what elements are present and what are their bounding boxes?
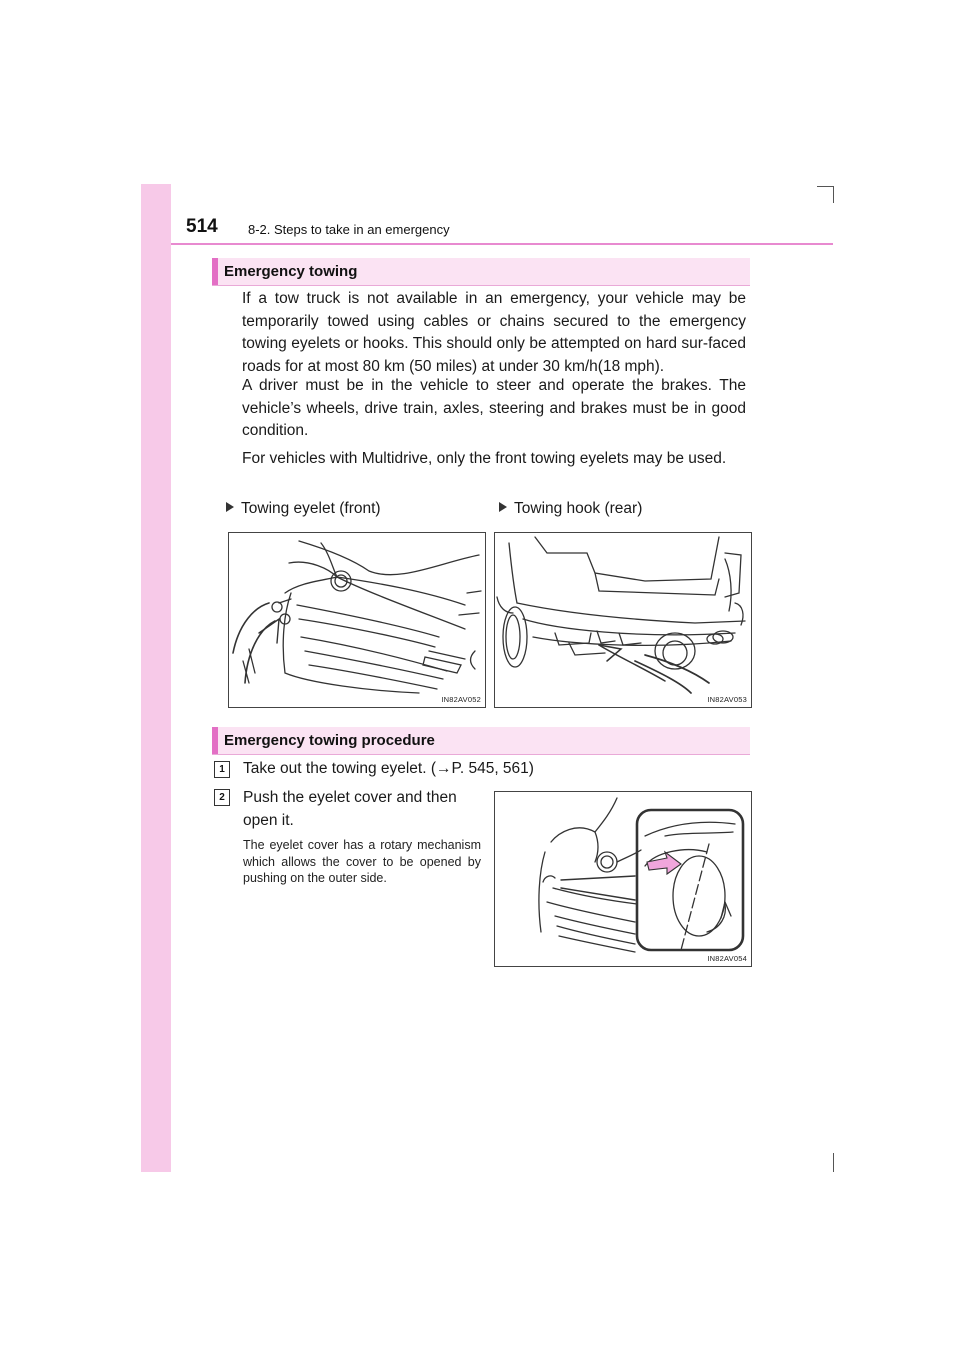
crop-mark-top-right (817, 186, 834, 187)
figure-caption-rear: Towing hook (rear) (499, 500, 642, 518)
triangle-bullet-icon (499, 502, 507, 512)
page-number: 514 (186, 216, 218, 237)
figure-towing-hook-rear (494, 532, 752, 708)
section-heading-towing-procedure (212, 727, 750, 755)
section-heading-emergency-towing (212, 258, 750, 286)
section-heading-mark (212, 258, 218, 285)
figure-code: IN82AV054 (707, 954, 747, 963)
eyelet-cover-illustration (495, 792, 751, 966)
header-rule (171, 243, 833, 245)
front-bumper-illustration (229, 533, 485, 707)
step-text-2-line2: open it. (243, 812, 294, 829)
figure-caption-front: Towing eyelet (front) (226, 500, 381, 518)
section-heading-mark (212, 727, 218, 754)
step-text-1: Take out the towing eyelet. (→P. 545, 561) (243, 760, 534, 777)
step-note-2: The eyelet cover has a rotary mechanism which allows the cover to be opened by pushing on the outer side. (243, 838, 481, 885)
crop-mark-top-right-vertical (833, 186, 834, 203)
crop-mark-bottom-right (833, 1153, 834, 1172)
figure-eyelet-cover (494, 791, 752, 967)
rear-bumper-illustration (495, 533, 751, 707)
section-heading-text: Emergency towing (224, 263, 358, 280)
paragraph-tow-truck: If a tow truck is not available in an emergency, your vehicle may be temporarily towed using cables or chains secured to the emergency towing eyelets or hooks. This should only be attempted on hard sur-faced roads for at most 80 km (50 miles) at under 30 km/h(18 mph). (242, 290, 746, 375)
push-arrow-icon (647, 852, 681, 874)
triangle-bullet-icon (226, 502, 234, 512)
step-number-2: 2 (214, 789, 230, 806)
figure-towing-eyelet-front (228, 532, 486, 708)
step-text-2-line1: Push the eyelet cover and then (243, 789, 457, 806)
section-breadcrumb: 8-2. Steps to take in an emergency (248, 222, 450, 237)
figure-code: IN82AV052 (441, 695, 481, 704)
side-tab-bar (141, 184, 171, 1172)
paragraph-multidrive: For vehicles with Multidrive, only the front towing eyelets may be used. (242, 450, 727, 467)
paragraph-driver: A driver must be in the vehicle to steer and operate the brakes. The vehicle’s wheels, drive train, axles, steering and brakes must be in good condition. (242, 377, 746, 439)
section-heading-text: Emergency towing procedure (224, 732, 435, 749)
figure-code: IN82AV053 (707, 695, 747, 704)
step-number-1: 1 (214, 761, 230, 778)
